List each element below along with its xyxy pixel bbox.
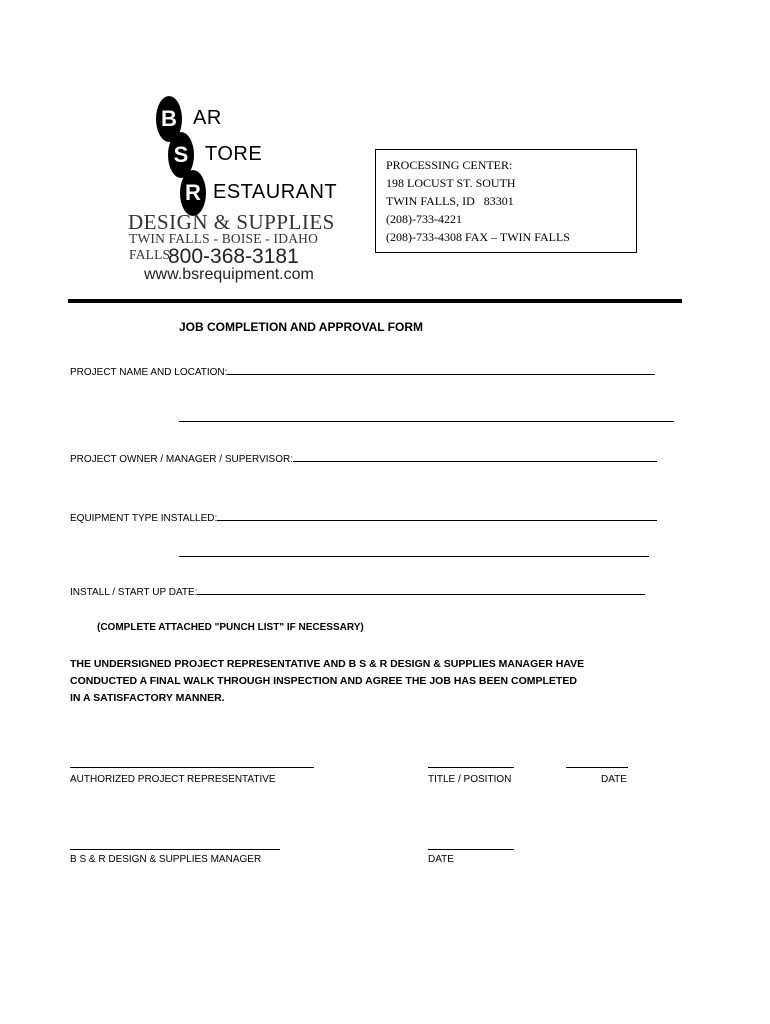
processing-center-box bbox=[375, 149, 637, 253]
header-divider bbox=[68, 299, 682, 303]
logo-locations-line: TWIN FALLS - BOISE - IDAHO FALLS bbox=[129, 231, 319, 262]
authorized-rep-label: AUTHORIZED PROJECT REPRESENTATIVE bbox=[70, 774, 276, 785]
equipment-line[interactable] bbox=[217, 510, 657, 521]
approval-statement-line-1: THE UNDERSIGNED PROJECT REPRESENTATIVE AND B S & R DESIGN & SUPPLIES MANAGER HAVE bbox=[70, 658, 585, 670]
project-name-field[interactable] bbox=[70, 364, 655, 378]
install-date-field[interactable] bbox=[70, 584, 645, 598]
equipment-field[interactable] bbox=[70, 510, 657, 524]
processing-center-phone: (208)-733-4221 bbox=[386, 212, 462, 226]
equipment-label: EQUIPMENT TYPE INSTALLED: bbox=[70, 513, 218, 524]
title-position-line[interactable] bbox=[428, 767, 514, 768]
processing-center-heading: PROCESSING CENTER: bbox=[386, 158, 513, 172]
project-name-label: PROJECT NAME AND LOCATION: bbox=[70, 367, 228, 378]
project-name-line[interactable] bbox=[227, 364, 655, 375]
authorized-rep-signature-line[interactable] bbox=[70, 767, 314, 768]
date-label-2: DATE bbox=[428, 854, 454, 865]
approval-statement-line-2: CONDUCTED A FINAL WALK THROUGH INSPECTION AND AGREE THE JOB HAS BEEN COMPLETED bbox=[70, 675, 577, 687]
date-line-2[interactable] bbox=[428, 849, 514, 850]
processing-center-city: TWIN FALLS, ID 83301 bbox=[386, 194, 514, 208]
date-line-1[interactable] bbox=[566, 767, 628, 768]
equipment-line-2[interactable] bbox=[179, 556, 649, 557]
logo-letter-b: B bbox=[156, 96, 182, 142]
punch-list-note: (COMPLETE ATTACHED "PUNCH LIST" IF NECESSARY) bbox=[97, 622, 364, 633]
install-date-line[interactable] bbox=[197, 584, 645, 595]
manager-label: B S & R DESIGN & SUPPLIES MANAGER bbox=[70, 854, 262, 865]
logo-letter-r: R bbox=[180, 170, 206, 216]
logo-letter-s: S bbox=[168, 132, 194, 178]
logo-word-restaurant: ESTAURANT bbox=[213, 181, 338, 203]
logo-word-store: TORE bbox=[205, 143, 263, 165]
project-owner-field[interactable] bbox=[70, 451, 657, 465]
project-owner-label: PROJECT OWNER / MANAGER / SUPERVISOR: bbox=[70, 454, 293, 465]
project-owner-line[interactable] bbox=[293, 451, 657, 462]
approval-statement-line-3: IN A SATISFACTORY MANNER. bbox=[70, 692, 225, 704]
manager-signature-line[interactable] bbox=[70, 849, 280, 850]
date-label-1: DATE bbox=[601, 774, 627, 785]
logo-word-ar: AR bbox=[193, 107, 222, 129]
processing-center-fax: (208)-733-4308 FAX – TWIN FALLS bbox=[386, 230, 570, 244]
processing-center-street: 198 LOCUST ST. SOUTH bbox=[386, 176, 516, 190]
approval-statement bbox=[70, 656, 584, 707]
project-name-line-2[interactable] bbox=[179, 421, 674, 422]
install-date-label: INSTALL / START UP DATE: bbox=[70, 587, 198, 598]
logo-design-line: DESIGN & SUPPLIES bbox=[128, 210, 335, 234]
form-title: JOB COMPLETION AND APPROVAL FORM bbox=[179, 320, 424, 334]
title-position-label: TITLE / POSITION bbox=[428, 774, 512, 785]
company-logo bbox=[120, 90, 360, 290]
logo-phone: 800-368-3181 bbox=[168, 245, 299, 268]
logo-website: www.bsrequipment.com bbox=[144, 266, 314, 283]
